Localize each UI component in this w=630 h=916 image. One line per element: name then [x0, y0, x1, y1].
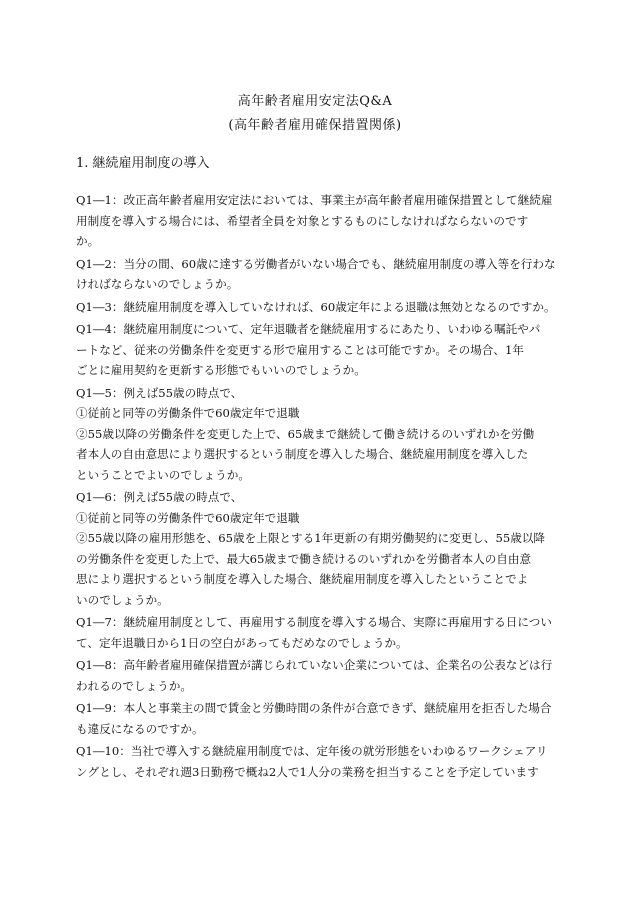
question-line: か。 [76, 234, 100, 248]
question-item [76, 612, 556, 653]
question-item [76, 190, 556, 252]
question-line: ということでよいのでしょうか。 [76, 467, 250, 482]
question-line: ごとに雇用契約を更新する形態でもいいのでしょうか。 [76, 363, 366, 377]
question-item [76, 741, 556, 782]
question-line: ければならないのでしょうか。 [76, 277, 239, 291]
question-line: ①従前と同等の労働条件で60歳定年で退職 [76, 406, 300, 420]
question-line: 者本人の自由意思により選択するという制度を導入した場合、継続雇用制度を導入した [76, 447, 529, 461]
question-list [76, 190, 556, 784]
question-line: ②55歳以降の労働条件を変更した上で、65歳まで継続して働き続けるのいずれかを労働 [76, 426, 535, 441]
question-line: ングとし、それぞれ週3日勤務で概ね2人で1人分の業務を担当することを予定しています [76, 764, 539, 779]
question-line: Q1―2：当分の間、60歳に達する労働者がいない場合でも、継続雇用制度の導入等を行わな [76, 256, 556, 271]
question-line: Q1―5：例えば55歳の時点で、 [76, 385, 243, 400]
question-line: Q1―6：例えば55歳の時点で、 [76, 490, 243, 504]
question-line: Q1―10：当社で導入する継続雇用制度では、定年後の就労形態をいわゆるワークシェアリ [76, 744, 548, 758]
section-heading: 1. 継続雇用制度の導入 [76, 156, 210, 171]
question-line: 思により選択するという制度を導入した場合、継続雇用制度を導入したということでよ [76, 572, 529, 586]
question-item [76, 655, 556, 696]
question-line: Q1―9：本人と事業主の間で賃金と労働時間の条件が合意できず、継続雇用を拒否した場合 [76, 701, 552, 715]
question-line: ①従前と同等の労働条件で60歳定年で退職 [76, 510, 300, 525]
question-line: も違反になるのですか。 [76, 721, 204, 736]
question-item [76, 319, 556, 381]
document-subtitle: (高年齢者雇用確保措置関係) [228, 118, 402, 133]
question-line: ートなど、従来の労働条件を変更する形で雇用することは可能ですか。その場合、1年 [76, 342, 524, 357]
question-item [76, 254, 556, 295]
question-line: いのでしょうか。 [76, 592, 169, 607]
question-line: Q1―8：高年齢者雇用確保措置が講じられていない企業については、企業名の公表などは行 [76, 658, 553, 672]
question-line: Q1―3：継続雇用制度を導入していなければ、60歳定年による退職は無効となるのですか。 [76, 299, 556, 314]
question-item [76, 698, 556, 739]
question-line: て、定年退職日から1日の空白があってもだめなのでしょうか。 [76, 635, 408, 650]
question-line: Q1―4：継続雇用制度について、定年退職者を継続雇用するにあたり、いわゆる嘱託やパ [76, 322, 541, 336]
question-item [76, 383, 556, 486]
question-line: 用制度を導入する場合には、希望者全員を対象とするものにしなければならないのです [76, 213, 529, 228]
question-item [76, 297, 556, 318]
document-title: 高年齢者雇用安定法Q&A [237, 94, 393, 109]
question-line: ②55歳以降の雇用形態を、65歳を上限とする1年更新の有期労働契約に変更し、55歳以降 [76, 531, 546, 545]
question-line: Q1―1：改正高年齢者雇用安定法においては、事業主が高年齢者雇用確保措置として継続雇 [76, 193, 553, 207]
question-line: われるのでしょうか。 [76, 678, 192, 693]
question-item [76, 487, 556, 610]
question-line: の労働条件を変更した上で、最大65歳まで働き続けるのいずれかを労働者本人の自由意 [76, 551, 532, 566]
question-line: Q1―7：継続雇用制度として、再雇用する制度を導入する場合、実際に再雇用する日につい [76, 615, 552, 629]
